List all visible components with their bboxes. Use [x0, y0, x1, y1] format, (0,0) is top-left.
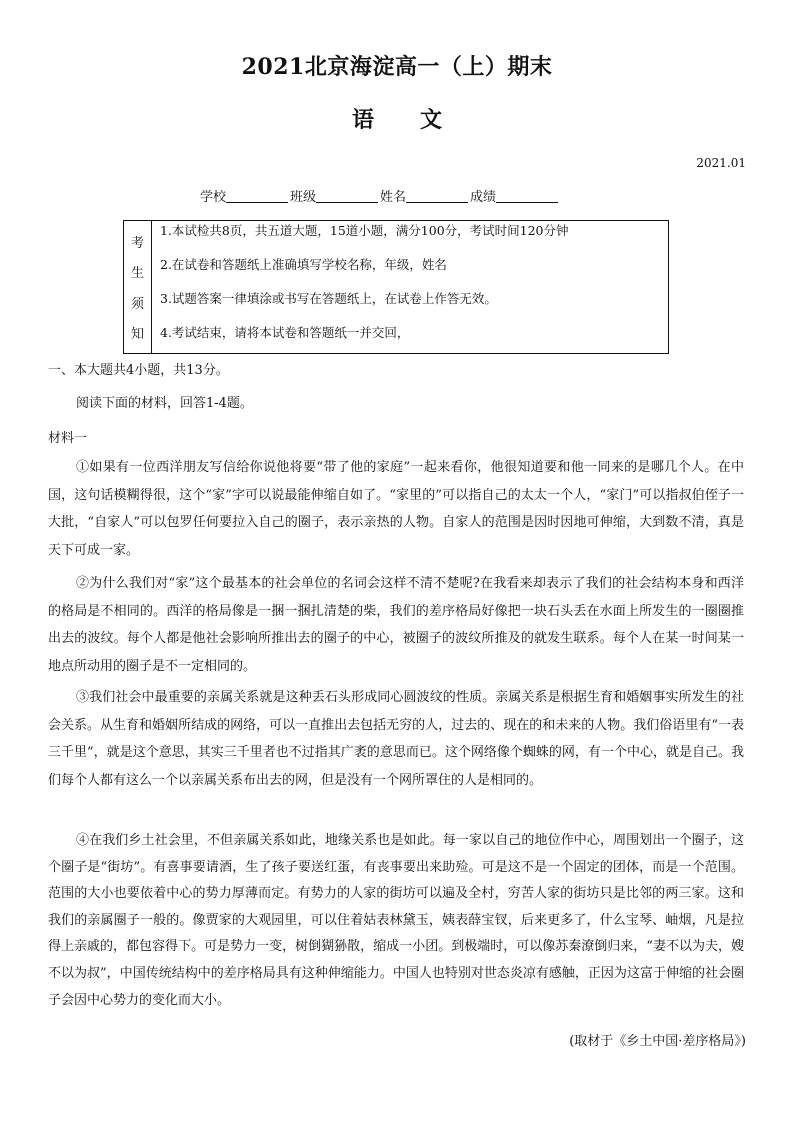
- reading-instruction: 阅读下面的材料，回答1-4题。: [76, 396, 253, 411]
- material-paragraph-3: ③我们社会中最重要的亲属关系就是这种丢石头形成同心圆波纹的性质。亲属关系是根据生育和婚姻事实所发生的社会关系。从生育和婚姻所结成的网络，可以一直推出去包括无穷的人，过去的、现在的和未来的人物。我们俗语里有“一表三千里”，就是这个意思，其实三千里者也不过指其广袤的意思而已。这个网络像个蜘蛛的网，有一个中心，就是自己。我们每个人都有这么一个以亲属关系布出去的网，但是没有一个网所罩住的人是相同的。: [48, 690, 744, 788]
- score-label: 成绩: [470, 190, 497, 205]
- material-paragraph-2: ②为什么我们对“家”这个最基本的社会单位的名词会这样不清不楚呢?在我看来却表示了我们的社会结构本身和西洋的格局是不相同的。西洋的格局像是一捆一捆扎清楚的柴，我们的差序格局好像把一块石头丢在水面上所发生的一圈圈推出去的波纹。每个人都是他社会影响所推出去的圈子的中心，被圈子的波纹所推及的就发生联系。每个人在某一时间某一地点所动用的圈子是不一定相同的。: [48, 576, 744, 674]
- notice-item: 2.在试卷和答题纸上准确填写学校名称，年级，姓名: [160, 257, 447, 272]
- subject-title: [0, 103, 794, 134]
- subject-char-2: 文: [420, 107, 443, 133]
- material-paragraph-4: ④在我们乡土社会里，不但亲属关系如此，地缘关系也是如此。每一家以自己的地位作中心，周围划出一个圈子，这个圈子是“街坊”。有喜事要请酒，生了孩子要送红蛋，有丧事要出来助殓。可是这不是一个固定的团体，而是一个范围。范围的大小也要依着中心的势力厚薄而定。有势力的人家的街坊可以遍及全村，穷苦人家的街坊只是比邻的两三家。这和我们的亲属圈子一般的。像贾家的大观园里，可以住着姑表林黛玉，姨表薛宝钗，后来更多了，什么宝琴、岫烟，凡是拉得上亲戚的，都包容得下。可是势力一变，树倒猢狲散，缩成一小团。到极端时，可以像苏秦潦倒归来，“妻不以为夫，嫂不以为叔”，中国传统结构中的差序格局具有这种伸缩能力。中国人也特别对世态炎凉有感触，正因为这富于伸缩的社会圈子会因中心势力的变化而大小。: [48, 833, 744, 1008]
- notice-item: 3.试题答案一律填涂或书写在答题纸上，在试卷上作答无效。: [160, 291, 497, 306]
- notice-item: 4.考试结束，请将本试卷和答题纸一并交回，: [160, 325, 410, 340]
- notice-label: [124, 221, 152, 353]
- name-label: 姓名: [380, 190, 407, 205]
- school-label: 学校: [200, 190, 227, 205]
- notice-items: [160, 221, 569, 358]
- notice-label-char: 须: [130, 296, 144, 312]
- class-label: 班级: [290, 190, 317, 205]
- subject-char-1: 语: [351, 107, 374, 133]
- notice-label-char: 生: [130, 266, 144, 282]
- notice-item: 1.本试检共8页，共五道大题，15道小题，满分100分，考试时间120分钟: [160, 223, 569, 238]
- name-blank: [406, 189, 468, 203]
- section-heading: 一、本大题共4小题，共13分。: [48, 363, 229, 378]
- material-heading: 材料一: [48, 431, 88, 446]
- school-blank: [226, 189, 288, 203]
- exam-title: 2021北京海淀高一（上）期末: [241, 54, 553, 80]
- material-paragraph-1: ①如果有一位西洋朋友写信给你说他将要“带了他的家庭”一起来看你，他很知道要和他一同来的是哪几个人。在中国，这句话模糊得很，这个“家”字可以说最能伸缩自如了。“家里的”可以指自己的太太一个人，“家门”可以指叔伯侄子一大批，“自家人”可以包罗任何要拉入自己的圈子，表示亲热的人物。自家人的范围是因时因地可伸缩，大到数不清，真是天下可成一家。: [48, 460, 744, 558]
- source-citation: (取材于《乡土中国·差序格局》): [569, 1034, 746, 1049]
- exam-notice-box: [123, 220, 669, 354]
- student-info-line: [200, 186, 560, 205]
- class-blank: [316, 189, 378, 203]
- score-blank: [496, 189, 558, 203]
- notice-label-char: 考: [130, 236, 144, 252]
- exam-date: 2021.01: [696, 156, 746, 170]
- notice-label-char: 知: [130, 326, 144, 342]
